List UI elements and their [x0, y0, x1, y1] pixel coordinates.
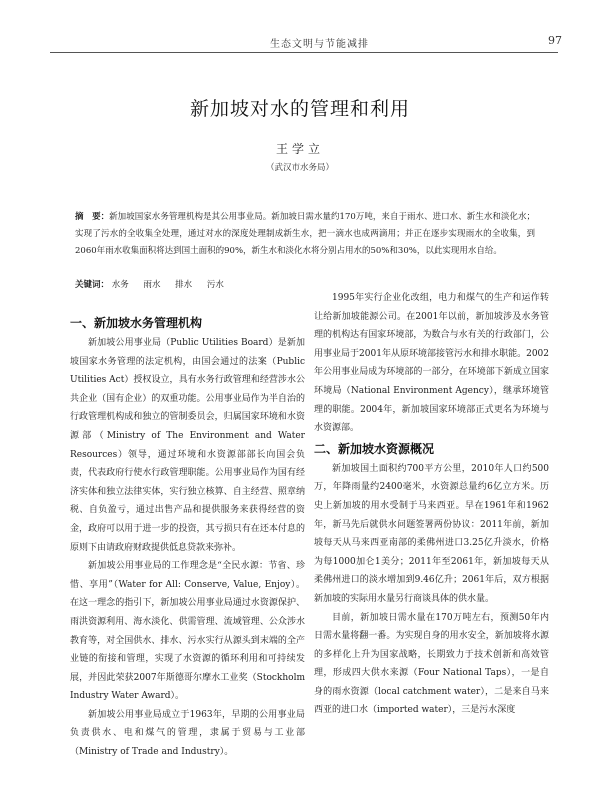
- header-rule: [50, 52, 558, 53]
- keyword: 排水: [175, 280, 193, 290]
- running-header: 生态文明与节能减排: [270, 39, 369, 50]
- section-1-paragraph: 新加坡公用事业局（Public Utilities Board）是新加坡国家水务管理的法定机构，由国会通过的法案（Public Utilities Act）授权设立，具有水务行政管理和经营涉水公共企业（国有企业）的双重功能。公用事业局作为半自治的行政管理机构成和独立的管制委员会，归属国家环境和水资源部（Ministry of The Environment and Water Resources）领导，通过环境和水资源部部长向国会负责，代表政府行使水行政管理职能。公用事业局作为国有经济实体和独立法律实体，实行独立核算、自主经营、照章纳税、自负盈亏，通过出售产品和提供服务来获得经营的资金，政府可以用于进一步的投资，其亏损只有在还本付息的原则下由请政府财政提供低息贷款来弥补。: [70, 338, 305, 553]
- abstract: [75, 209, 535, 260]
- section-1-heading: 一、新加坡水务管理机构: [70, 316, 203, 330]
- section-2-paragraph: 目前，新加坡日需水量在170万吨左右，预测50年内日需水量将翻一番。为实现自身的用水安全，新加坡将水源的多样化上升为国家战略，长期致力于技术创新和高效管理，形成四大供水来源（Four National Taps），一是自身的雨水资源（local catchment water），二是来自马来西亚的进口水（imported water），三是污水深度: [314, 612, 549, 716]
- left-column: [70, 312, 305, 762]
- keyword: 雨水: [143, 280, 161, 290]
- section-2-paragraph: 新加坡国土面积约700平方公里，2010年人口约500万，年降雨量约2400毫米，水资源总量约6亿立方米。历史上新加坡的用水受制于马来西亚。早在1961年和1962年，新马先后就供水问题签署两份协议：2011年前，新加坡每天从马来西亚南部的柔佛州进口3.25亿升淡水，价格为每1000加仑1美分；2011年至2061年，新加坡每天从柔佛州进口的淡水增加到9.46亿升；2061年后，双方根据新加坡的实际用水量另行商谈具体的供水量。: [314, 463, 549, 604]
- keyword: 污水: [206, 280, 224, 290]
- section-2-heading: 二、新加坡水资源概况: [314, 441, 435, 456]
- article-title: 新加坡对水的管理和利用: [189, 98, 410, 120]
- abstract-text: 新加坡国家水务管理机构是其公用事业局。新加坡日需水量约170万吨，来自于雨水、进口水、新生水和淡化水；实现了污水的全收集全处理，通过对水的深度处理制成新生水，把一滴水也成两滴用；并正在逐步实现雨水的全收集，到2060年雨水收集面积将达到国土面积的90%，新生水和淡化水将分别占用水的50%和30%，以此实现用水自给。: [75, 212, 535, 256]
- page-number: 97: [548, 34, 562, 47]
- abstract-label: 摘 要：: [75, 212, 110, 222]
- section-1-continued-paragraph: 1995年实行企业化改组，电力和煤气的生产和运作转让给新加坡能源公司。在2001年以前，新加坡涉及水务管理的机构达有国家环境部，为数合与水有关的行政部门，公用事业局于2001年从原环境部接管污水和排水职能。2002年公用事业局成为环境部的一部分，在环境部下新成立国家环境局（National Environment Agency），继承环境管理的职能。2004年，新加坡国家环境部正式更名为环境与水资源部。: [314, 293, 549, 434]
- author-affiliation: （武汉市水务局）: [265, 163, 334, 173]
- keywords-label: 关键词：: [75, 280, 110, 290]
- keyword: 水务: [111, 280, 129, 290]
- section-1-paragraph: 新加坡公用事业局成立于1963年，早期的公用事业局负责供水、电和煤气的管理，隶属于贸易与工业部（Ministry of Trade and Industry）。: [70, 709, 305, 758]
- right-column: [314, 289, 549, 720]
- section-1-paragraph: 新加坡公用事业局的工作理念是“全民水源：节省、珍惜、享用”（Water for All: Conserve, Value, Enjoy）。在这一理念的指引下，新加坡公用事业局通过水资源保护、雨洪资源利用、海水淡化、供需管理、流域管理、公众涉水教育等，对全国供水、排水、污水实行从源头到末端的全产业链的衔接和管理，实现了水资源的循环利用和可持续发展，并因此荣获2007年斯德哥尔摩水工业奖（Stockholm Industry Water Award）。: [70, 561, 305, 702]
- author-name: 王学立: [275, 142, 324, 156]
